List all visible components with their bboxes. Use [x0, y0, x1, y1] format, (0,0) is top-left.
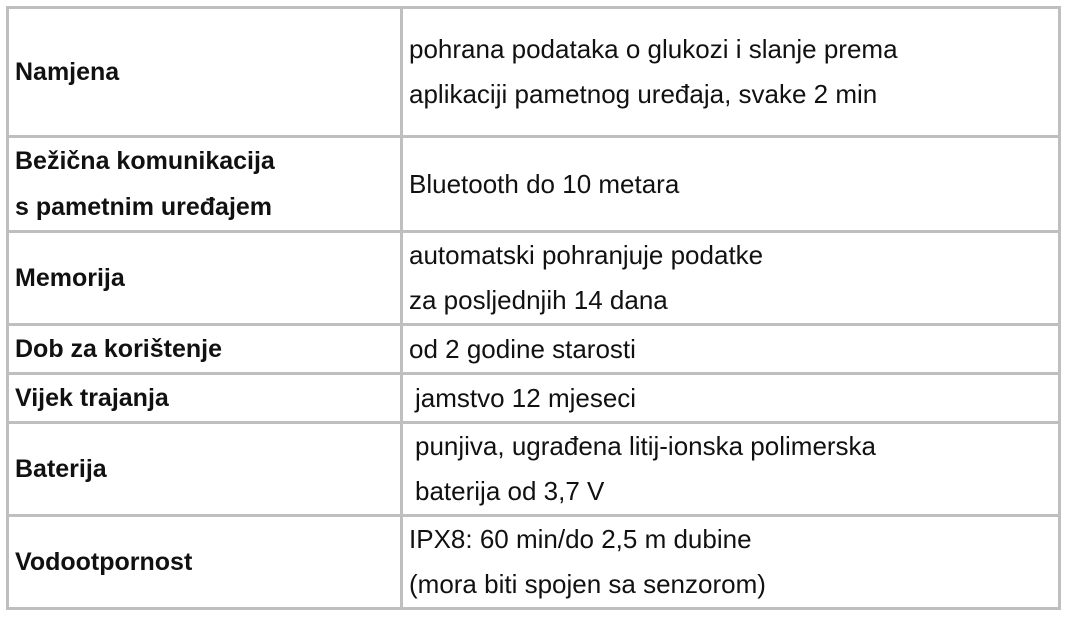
- row-label-age: [8, 325, 402, 374]
- row-value-purpose: [402, 8, 1060, 137]
- value-line: IPX8: 60 min/do 2,5 m dubine: [409, 524, 752, 554]
- value-line: (mora biti spojen sa senzorom): [409, 569, 766, 599]
- table-row: [8, 8, 1060, 137]
- row-label-purpose: [8, 8, 402, 137]
- row-value-waterproof: [402, 516, 1060, 609]
- table-row: [8, 374, 1060, 423]
- value-line: Bluetooth do 10 metara: [409, 168, 680, 199]
- table-row: [8, 325, 1060, 374]
- label-line: Memorija: [15, 264, 125, 292]
- label-line: s pametnim uređajem: [15, 193, 273, 221]
- value-line: aplikaciji pametnog uređaja, svake 2 min: [409, 79, 878, 109]
- value-line: baterija od 3,7 V: [415, 476, 605, 506]
- label-line: Namjena: [15, 58, 120, 86]
- value-line: pohrana podataka o glukozi i slanje prema: [409, 34, 898, 64]
- row-value-lifetime: [402, 374, 1060, 423]
- value-line: punjiva, ugrađena litij-ionska polimerska: [415, 431, 877, 461]
- label-line: Bežična komunikacija: [15, 147, 275, 175]
- row-label-battery: [8, 423, 402, 516]
- row-label-wireless: [8, 137, 402, 232]
- value-line: automatski pohranjuje podatke: [409, 240, 764, 270]
- row-value-battery: [402, 423, 1060, 516]
- row-label-lifetime: [8, 374, 402, 423]
- row-value-memory: [402, 232, 1060, 325]
- label-line: Vodootpornost: [15, 548, 193, 576]
- value-line: jamstvo 12 mjeseci: [415, 382, 637, 413]
- table-row: [8, 232, 1060, 325]
- row-label-memory: [8, 232, 402, 325]
- value-line: od 2 godine starosti: [409, 333, 636, 364]
- label-line: Vijek trajanja: [15, 384, 169, 412]
- table-row: [8, 516, 1060, 609]
- row-value-wireless: [402, 137, 1060, 232]
- value-line: za posljednjih 14 dana: [409, 285, 668, 315]
- row-value-age: [402, 325, 1060, 374]
- label-line: Baterija: [15, 455, 107, 483]
- specification-table: [6, 6, 1061, 610]
- table-row: [8, 137, 1060, 232]
- table-row: [8, 423, 1060, 516]
- row-label-waterproof: [8, 516, 402, 609]
- label-line: Dob za korištenje: [15, 335, 222, 363]
